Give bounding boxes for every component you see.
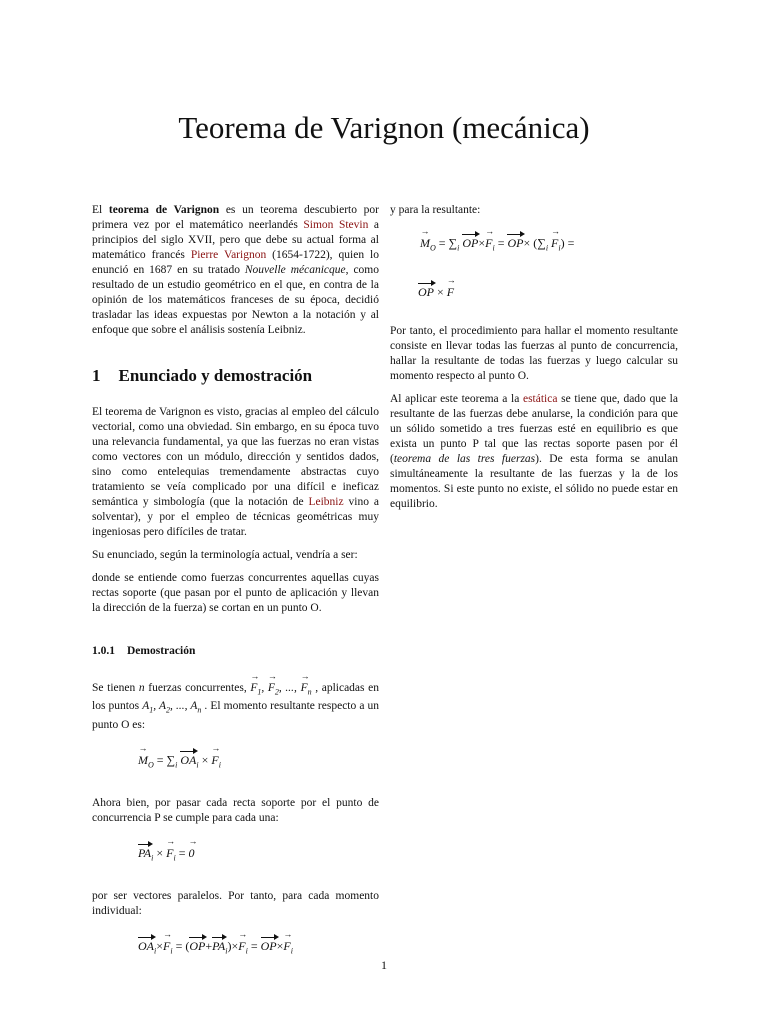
section-heading [92, 368, 379, 383]
three-forces-theorem: teorema de las tres fuerzas [393, 453, 536, 466]
intro-paragraph [92, 203, 379, 338]
link-simon-stevin[interactable]: Simon Stevin [303, 219, 369, 231]
intro-text: , como resultado de un estudio geométrico en el que, en contra de la opinión de los matemáticos franceses de su época, decidió trasladar las ideas expuestas por Newton a la notación y al enfoque que sobre el análisis sostenía Leibniz. [92, 264, 379, 336]
treatise-title: Nouvelle mécanicque [244, 264, 346, 276]
link-pierre-varignon[interactable]: Pierre Varignon [190, 249, 267, 261]
math-n: n [138, 682, 145, 694]
document-title: Teorema de Varignon (mecánica) [178, 110, 590, 145]
subsection-paragraph: por ser vectores paralelos. Por tanto, para cada momento individual: [92, 890, 379, 918]
paragraph-text: vino a solventar), y por el empleo de técnicas geométricas muy ingeniosas pero difíciles de tratar. [92, 496, 379, 538]
intro-text: a principios del siglo XVII, pero que debe su actual forma al matemático francés [92, 219, 380, 261]
intro-text: (1654-1722), quien lo enunció en 1687 en su tratado [92, 249, 379, 276]
equation-resultant-cont: OP × → F [418, 283, 678, 300]
page-number: 1 [381, 958, 387, 972]
paragraph-text: ). De esta forma se anulan simultáneamente la resultante de las fuerzas y la de los momentos. Si este punto no existe, el sólido no puede estar en equilibrio. [390, 453, 678, 511]
theorem-name: teorema de Varignon [108, 204, 220, 216]
paragraph-text: se tiene que, dado que la resultante de las fuerzas debe anularse, la condición para que un sólido sometido a tres fuerzas esté en equilibrio es que exista un punto P tal que las rectas soporte pasen por él ( [390, 393, 678, 466]
right-paragraph [390, 392, 678, 512]
paragraph-text: . El momento resultante respecto a un punto O es: [92, 700, 379, 731]
right-column [390, 203, 678, 520]
section-title: Enunciado y demostración [118, 366, 313, 385]
section-paragraph: donde se entiende como fuerzas concurrentes aquellas cuyas rectas soporte (que pasan por el punto de aplicación y llevan la dirección de la fuerza) se cortan en un punto O. [92, 572, 379, 614]
paragraph-text: Al aplicar este teorema a la [390, 393, 523, 406]
equation-parallel: $PA_i$ × → $F_i$ = → 0 [138, 844, 379, 865]
equation-individual: $OA_i\times\to F_i = (OP+PA_i)\times\to F_i = OP\times\to F_i$ [138, 937, 379, 958]
subsection-heading [92, 644, 379, 659]
right-paragraph: Por tanto, el procedimiento para hallar el momento resultante consiste en llevar todas las fuerzas al punto de concurrencia, hallar la resultante de todas las fuerzas y luego calcular su momento respecto al punto O. [390, 325, 678, 383]
intro-text: El [92, 204, 109, 216]
paragraph-text: El teorema de Varignon es visto, gracias al empleo del cálculo vectorial, como una obviedad. Sin embargo, en su época tuvo una relevancia fundamental, ya que las fuerzas no eran vistas como vectores con un módulo, dirección y sentidos dados, sino como entelequias tremendamente abstractas cuyo tratamiento se veía complicado por una difícil e ineficaz semántica y simbología (que la notación de [92, 406, 379, 508]
left-column [92, 203, 379, 983]
intro-text: es un teorema descubierto por primera vez por el matemático neerlandés [92, 204, 379, 231]
section-paragraph [92, 405, 379, 540]
subsection-title: Demostración [127, 645, 196, 657]
right-paragraph: y para la resultante: [390, 204, 481, 216]
section-paragraph: Su enunciado, según la terminología actual, vendría a ser: [92, 549, 358, 561]
section-number: 1 [92, 366, 101, 385]
paragraph-text: fuerzas concurrentes, [144, 682, 251, 694]
paragraph-text: , aplicadas en los puntos [92, 682, 380, 713]
equation-resultant: → $M_O = \sum_i$ $OP\times\to F_i = OP\times (\sum_i \to F_i)$ = [420, 234, 678, 255]
equation-moment: → $M_O = \sum_i$ $OA_i$ × → $F_i$ [138, 751, 379, 772]
link-estatica[interactable]: estática [522, 393, 558, 406]
paragraph-text: Se tienen [92, 682, 139, 694]
math-forces: → $F_1$, → $F_2$, ..., → $F_n$ [250, 682, 311, 694]
subsection-number: 1.0.1 [92, 645, 115, 657]
subsection-paragraph [92, 681, 379, 733]
link-leibniz[interactable]: Leibniz [308, 496, 344, 508]
math-points: $A_1$, $A_2$, ..., $A_n$ [142, 700, 202, 715]
subsection-paragraph: Ahora bien, por pasar cada recta soporte por el punto de concurrencia P se cumple para cada una: [92, 796, 379, 824]
